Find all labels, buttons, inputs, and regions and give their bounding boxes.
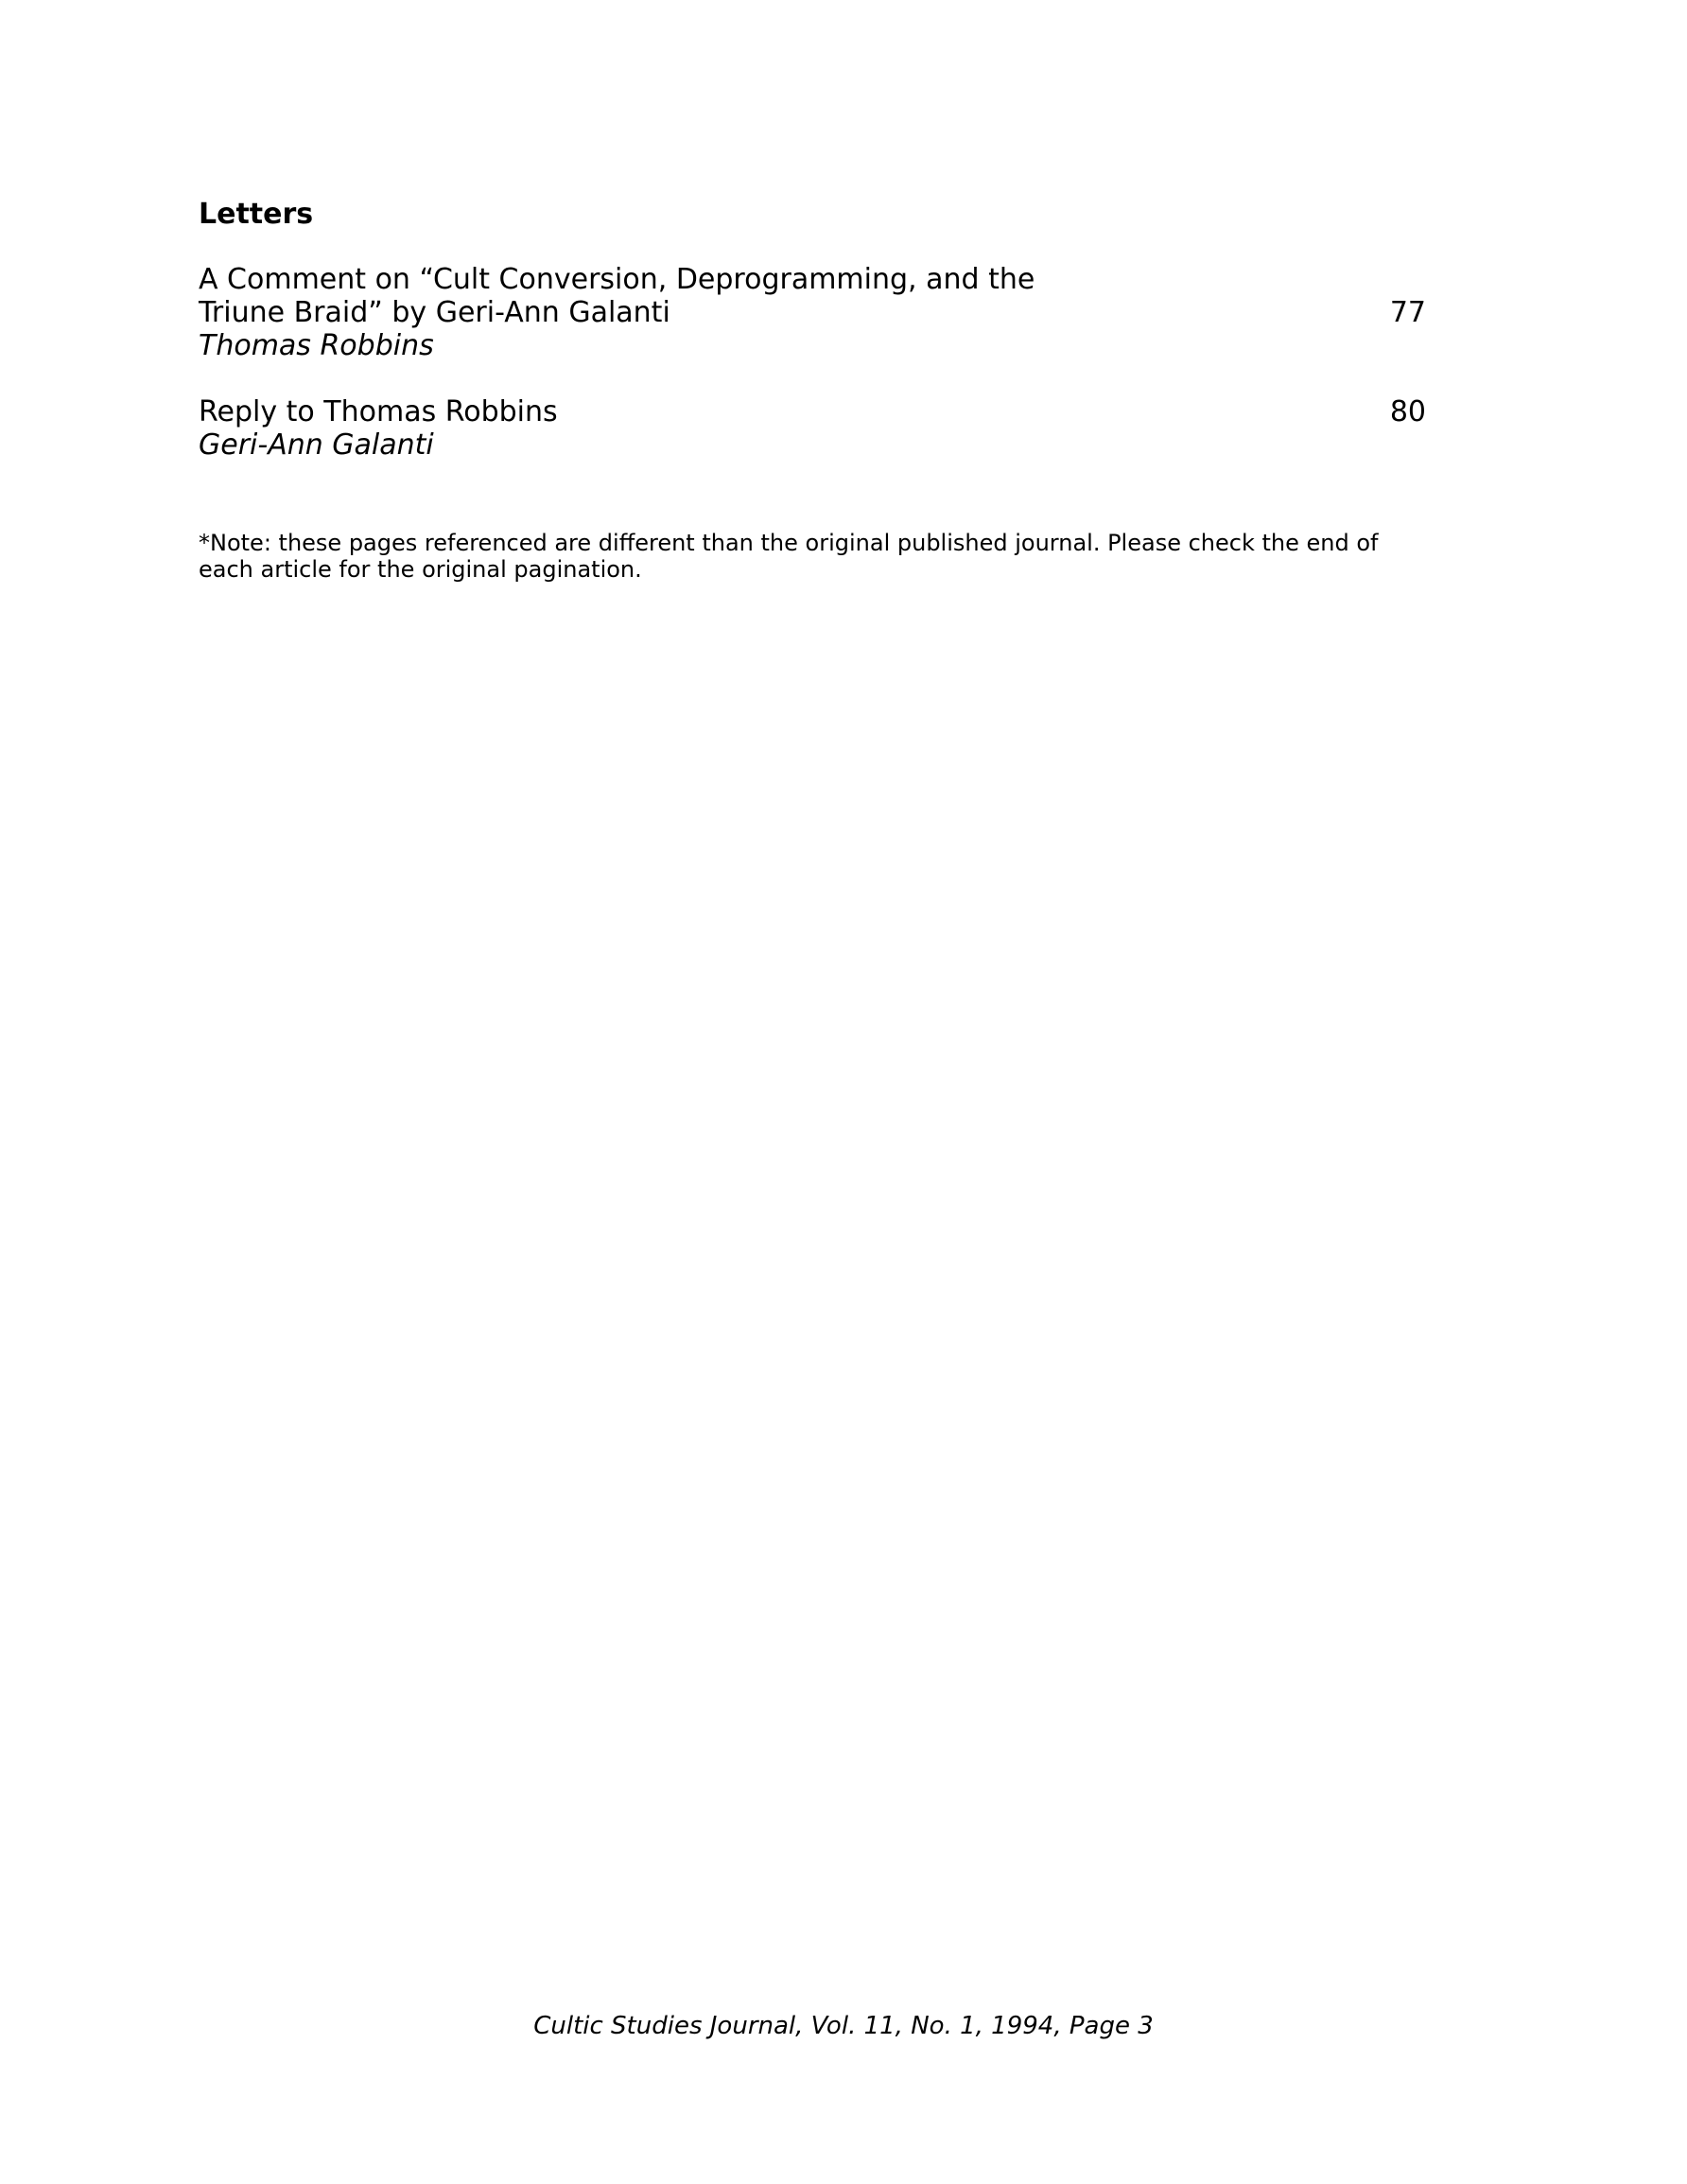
section-heading: Letters	[199, 198, 314, 231]
toc-entry	[199, 395, 1426, 462]
entry-page-number: 80	[1389, 395, 1426, 428]
entry-page-number: 77	[1389, 296, 1426, 329]
entry-author: Thomas Robbins	[199, 329, 434, 362]
entry-author: Geri-Ann Galanti	[199, 428, 434, 462]
table-of-contents	[199, 197, 1426, 583]
entry-title: Reply to Thomas Robbins	[199, 395, 558, 428]
toc-entry	[199, 263, 1426, 362]
pagination-note: *Note: these pages referenced are different than the original published journal. Please check the end of each article for the original pagination.	[199, 530, 1379, 583]
page-footer: Cultic Studies Journal, Vol. 11, No. 1, 1994, Page 3	[533, 2012, 1154, 2040]
entry-title: A Comment on “Cult Conversion, Deprogramming, and the Triune Braid” by Geri-Ann Galanti	[199, 263, 1035, 329]
